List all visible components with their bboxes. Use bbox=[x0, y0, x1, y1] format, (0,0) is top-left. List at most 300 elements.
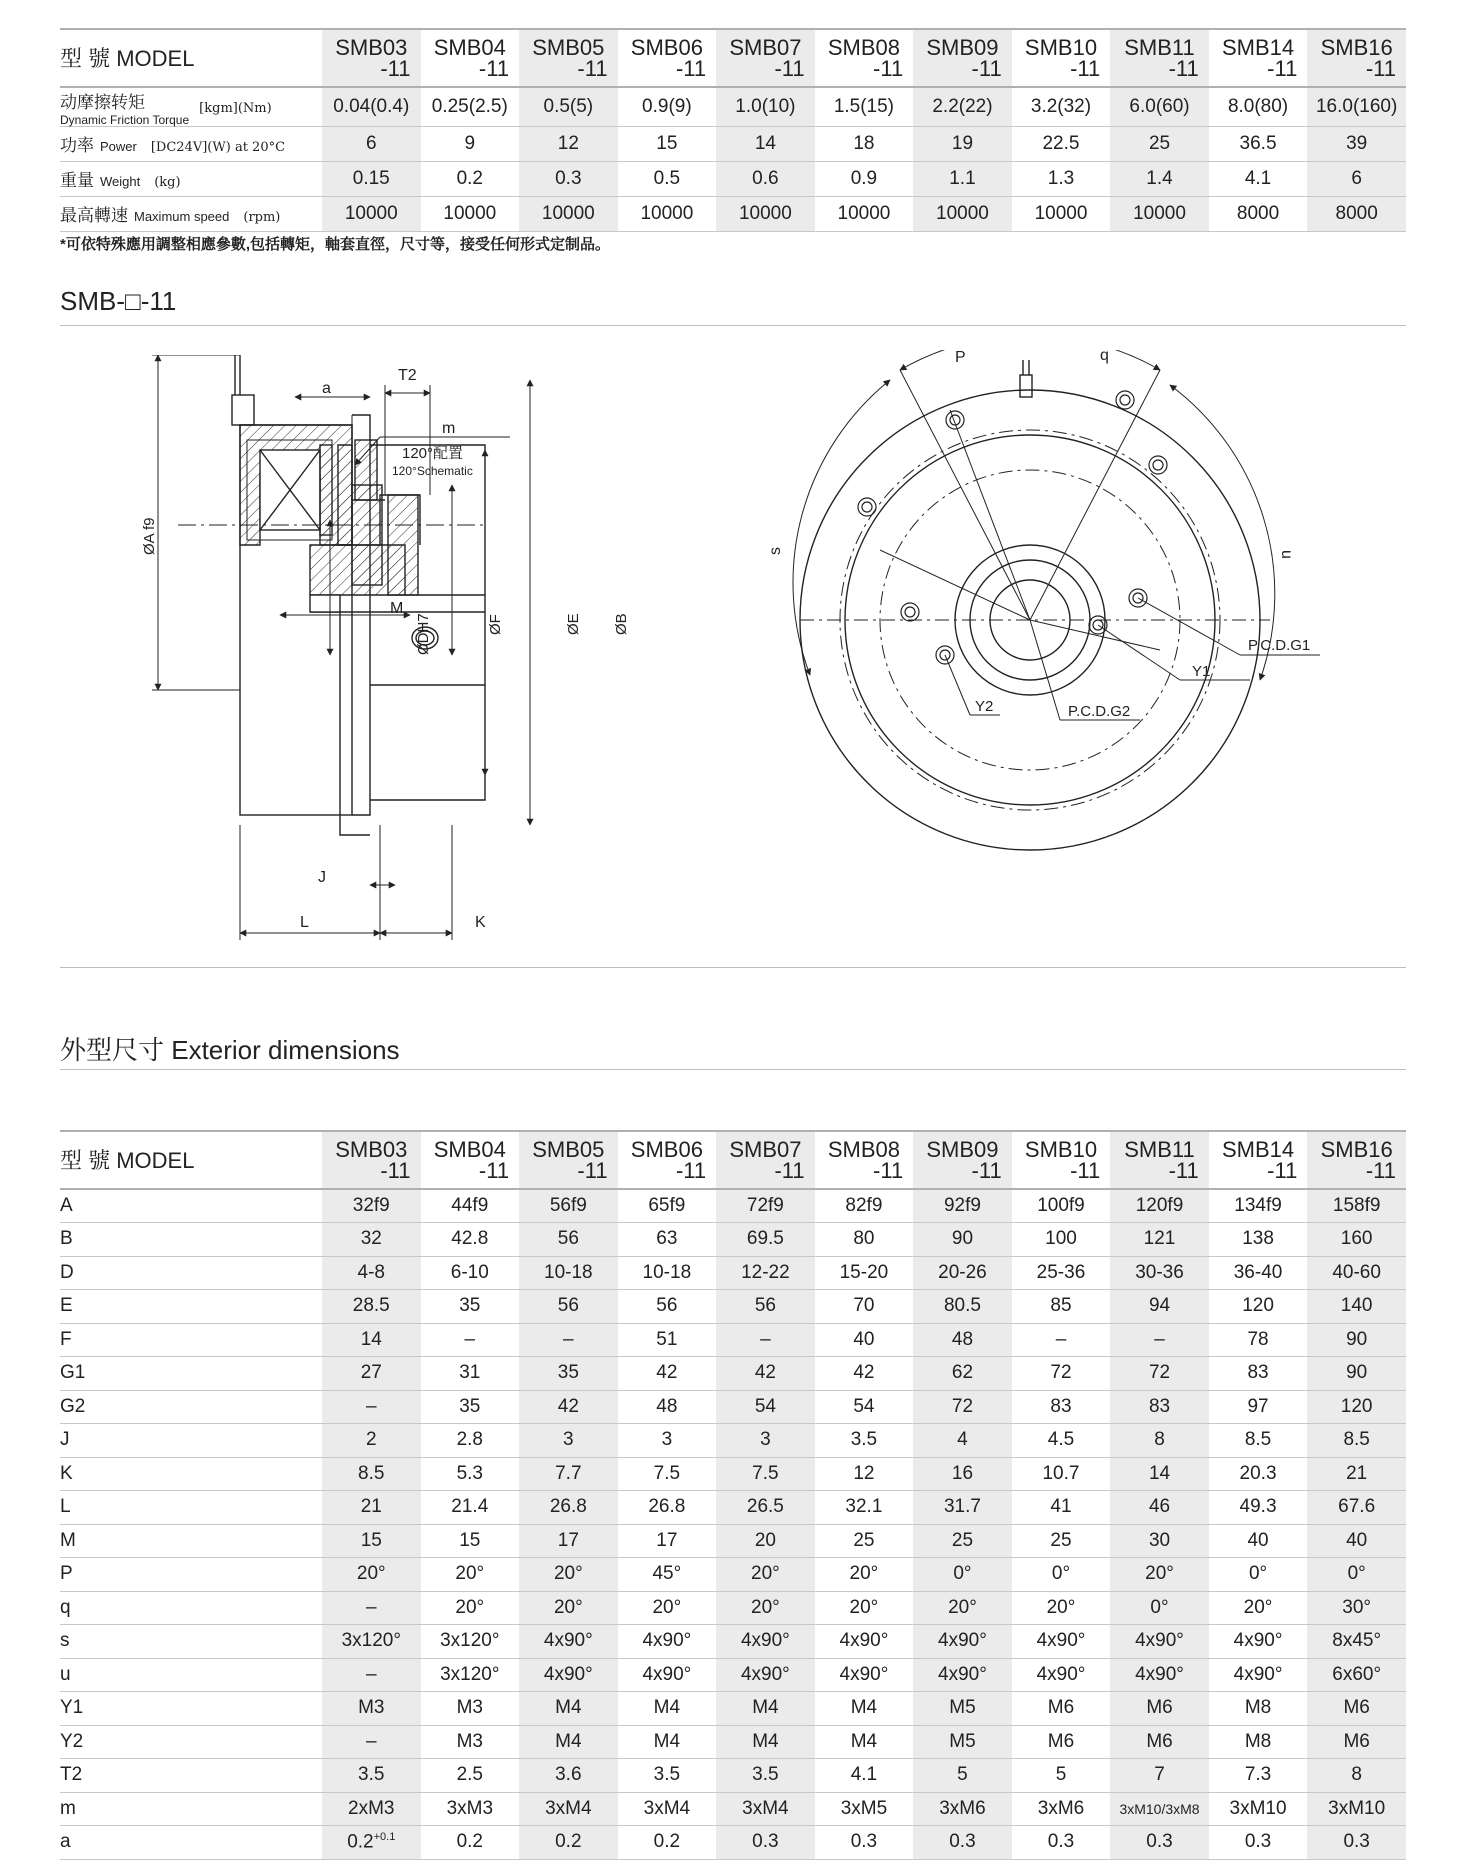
cell-value bbox=[618, 1692, 717, 1726]
value-text: 44f9 bbox=[451, 1195, 489, 1216]
value-text: – bbox=[365, 1596, 377, 1618]
cell-value bbox=[519, 1524, 618, 1558]
row-label bbox=[60, 127, 322, 162]
value-text: 20 bbox=[754, 1529, 776, 1551]
label-cn: 动摩擦转矩 bbox=[60, 93, 145, 112]
cell-value bbox=[322, 1692, 421, 1726]
value-text: 4x90° bbox=[543, 1663, 593, 1685]
value-text: 120f9 bbox=[1135, 1195, 1184, 1216]
value-text: 42 bbox=[656, 1362, 678, 1384]
cell-value: 10000 bbox=[815, 197, 914, 232]
cell-value: 10000 bbox=[913, 197, 1012, 232]
dimension-row bbox=[60, 1725, 1406, 1759]
value-text: 100 bbox=[1045, 1228, 1077, 1250]
value-text: 4x90° bbox=[642, 1663, 692, 1685]
model-name: SMB10 bbox=[1024, 1137, 1098, 1162]
cell-value bbox=[618, 1658, 717, 1692]
cell-value: 6 bbox=[1307, 162, 1406, 197]
label-K: K bbox=[475, 914, 486, 931]
cell-value: 0.6 bbox=[716, 162, 815, 197]
value-text: 3x120° bbox=[341, 1630, 401, 1652]
header-row bbox=[60, 29, 1406, 87]
value-text: 4x90° bbox=[1036, 1630, 1086, 1652]
cell-value bbox=[322, 1256, 421, 1290]
cell-value bbox=[1110, 1491, 1209, 1525]
cell-value bbox=[618, 1792, 717, 1826]
value-text: 69.5 bbox=[746, 1228, 784, 1250]
cell-value bbox=[421, 1826, 520, 1860]
label-en: Dynamic Friction Torque bbox=[60, 113, 190, 127]
value-text: 83 bbox=[1148, 1395, 1171, 1417]
value-text: 72 bbox=[1148, 1362, 1171, 1384]
cell-value bbox=[1307, 1189, 1406, 1223]
cell-value bbox=[618, 1223, 717, 1257]
label-en: Weight bbox=[100, 174, 141, 189]
model-name: SMB09 bbox=[926, 35, 999, 60]
value-text: 20° bbox=[553, 1563, 583, 1585]
value-text: 49.3 bbox=[1239, 1496, 1277, 1518]
cell-value bbox=[1012, 1692, 1111, 1726]
cell-value bbox=[618, 1591, 717, 1625]
cell-value bbox=[1307, 1725, 1406, 1759]
label-m: m bbox=[442, 420, 456, 437]
cell-value bbox=[421, 1658, 520, 1692]
model-name: SMB16 bbox=[1320, 1137, 1393, 1162]
value-text: M5 bbox=[949, 1730, 976, 1752]
value-text: 21 bbox=[360, 1496, 382, 1518]
cell-value bbox=[1307, 1524, 1406, 1558]
cell-value: 10000 bbox=[322, 197, 421, 232]
cell-value bbox=[1012, 1256, 1111, 1290]
value-text: M4 bbox=[752, 1730, 779, 1752]
value-text: 85 bbox=[1050, 1295, 1072, 1317]
model-suffix: -11 bbox=[774, 1158, 805, 1183]
label-cn: 最高轉速 bbox=[60, 206, 128, 225]
model-suffix: -11 bbox=[478, 56, 510, 81]
cell-value bbox=[815, 1826, 914, 1860]
value-text: 32 bbox=[360, 1228, 382, 1250]
value-text: 21.4 bbox=[451, 1496, 489, 1518]
value-text: 4x90° bbox=[938, 1630, 987, 1652]
value-text: 40 bbox=[1247, 1529, 1269, 1551]
cell-value: 1.5(15) bbox=[815, 87, 914, 127]
cell-value bbox=[913, 1256, 1012, 1290]
cell-value bbox=[1209, 1424, 1308, 1458]
cell-value bbox=[1307, 1591, 1406, 1625]
cell-value bbox=[322, 1826, 421, 1860]
value-text: 17 bbox=[557, 1529, 579, 1551]
cell-value bbox=[519, 1591, 618, 1625]
label-PCDG1: P.C.D.G1 bbox=[1248, 637, 1311, 654]
value-text: 12 bbox=[853, 1462, 875, 1484]
exterior-rule bbox=[60, 1069, 1406, 1070]
cell-value bbox=[716, 1390, 815, 1424]
spec-row bbox=[60, 87, 1406, 127]
cell-value bbox=[1307, 1256, 1406, 1290]
value-text: M6 bbox=[1343, 1697, 1370, 1719]
exterior-dimensions-table bbox=[60, 1130, 1406, 1860]
value-text: 134f9 bbox=[1234, 1195, 1282, 1216]
cell-value bbox=[1110, 1625, 1209, 1659]
cell-value bbox=[421, 1290, 520, 1324]
cell-value bbox=[913, 1625, 1012, 1659]
cell-value bbox=[519, 1189, 618, 1223]
model-suffix: -11 bbox=[1168, 1158, 1199, 1183]
value-text: 8.5 bbox=[1343, 1429, 1370, 1451]
spec-row bbox=[60, 162, 1406, 197]
cell-value bbox=[519, 1256, 618, 1290]
label-en: Power bbox=[100, 139, 137, 154]
cell-value: 1.0(10) bbox=[716, 87, 815, 127]
dimension-label: Y1 bbox=[60, 1692, 322, 1726]
value-text: 72 bbox=[951, 1395, 974, 1417]
front-view-drawing bbox=[760, 350, 1320, 880]
model-header bbox=[618, 29, 717, 87]
dimension-label: T2 bbox=[60, 1759, 322, 1793]
value-text: 20° bbox=[553, 1596, 583, 1618]
model-suffix: -11 bbox=[1267, 56, 1298, 81]
label-Y1: Y1 bbox=[1192, 663, 1211, 680]
model-header bbox=[716, 1131, 815, 1189]
cell-value: 6 bbox=[322, 127, 421, 162]
dimension-label: M bbox=[60, 1524, 322, 1558]
value-text: 32f9 bbox=[352, 1195, 390, 1216]
dimension-row bbox=[60, 1491, 1406, 1525]
value-text: M4 bbox=[752, 1697, 779, 1719]
value-text: – bbox=[1154, 1328, 1165, 1350]
cell-value bbox=[618, 1491, 717, 1525]
cell-value bbox=[1209, 1189, 1308, 1223]
label-E: ØE bbox=[565, 613, 582, 635]
cell-value bbox=[1012, 1424, 1111, 1458]
value-text: 14 bbox=[360, 1328, 382, 1350]
value-text: 30° bbox=[1342, 1596, 1372, 1618]
cell-value bbox=[1307, 1558, 1406, 1592]
cell-value bbox=[1012, 1792, 1111, 1826]
cell-value bbox=[519, 1625, 618, 1659]
cell-value bbox=[1209, 1524, 1308, 1558]
tolerance-sup: +0.1 bbox=[373, 1831, 396, 1844]
cell-value bbox=[1012, 1658, 1111, 1692]
cell-value bbox=[815, 1491, 914, 1525]
value-text: M6 bbox=[1146, 1697, 1173, 1719]
model-header bbox=[913, 1131, 1012, 1189]
model-header bbox=[815, 1131, 914, 1189]
value-text: 14 bbox=[1148, 1462, 1171, 1484]
value-text: 27 bbox=[360, 1362, 382, 1384]
cell-value bbox=[618, 1558, 717, 1592]
cell-value bbox=[322, 1558, 421, 1592]
cell-value bbox=[1110, 1290, 1209, 1324]
label-Y2: Y2 bbox=[975, 698, 994, 715]
value-text: 90 bbox=[1346, 1328, 1368, 1350]
label-u: u bbox=[1278, 550, 1295, 559]
cell-value bbox=[322, 1725, 421, 1759]
row-label bbox=[60, 197, 322, 232]
label-s: s bbox=[767, 547, 784, 555]
cell-value bbox=[815, 1524, 914, 1558]
cell-value: 10000 bbox=[421, 197, 520, 232]
cell-value bbox=[1307, 1792, 1406, 1826]
value-text: M4 bbox=[653, 1730, 681, 1752]
cell-value bbox=[1110, 1524, 1209, 1558]
cell-value bbox=[1012, 1591, 1111, 1625]
model-suffix: -11 bbox=[873, 1158, 904, 1183]
cell-value: 36.5 bbox=[1209, 127, 1308, 162]
model-header bbox=[1110, 1131, 1209, 1189]
cell-value bbox=[1307, 1290, 1406, 1324]
cell-value bbox=[519, 1725, 618, 1759]
value-text: 80 bbox=[853, 1228, 875, 1250]
value-text: 4x90° bbox=[1233, 1663, 1283, 1685]
cell-value bbox=[913, 1290, 1012, 1324]
cell-value bbox=[1012, 1390, 1111, 1424]
cell-value bbox=[1209, 1256, 1308, 1290]
model-header bbox=[1012, 1131, 1111, 1189]
value-text: 20° bbox=[455, 1563, 485, 1585]
value-text: 42 bbox=[754, 1362, 776, 1384]
value-text: 42 bbox=[853, 1362, 875, 1384]
dimension-label: E bbox=[60, 1290, 322, 1324]
value-text: 4x90° bbox=[1233, 1630, 1283, 1652]
value-text: 17 bbox=[656, 1529, 678, 1551]
cell-value bbox=[322, 1457, 421, 1491]
value-text: 70 bbox=[853, 1295, 875, 1317]
cell-value bbox=[1307, 1357, 1406, 1391]
cell-value bbox=[1307, 1491, 1406, 1525]
value-text: 7.7 bbox=[555, 1462, 582, 1484]
cell-value bbox=[815, 1290, 914, 1324]
cell-value bbox=[1209, 1290, 1308, 1324]
cell-value bbox=[913, 1591, 1012, 1625]
cell-value bbox=[913, 1558, 1012, 1592]
cell-value bbox=[815, 1357, 914, 1391]
cell-value bbox=[1012, 1357, 1111, 1391]
value-text: 20° bbox=[751, 1563, 780, 1585]
value-text: 0° bbox=[1347, 1563, 1366, 1585]
model-suffix: -11 bbox=[675, 56, 707, 81]
model-header bbox=[519, 1131, 618, 1189]
cell-value: 8000 bbox=[1307, 197, 1406, 232]
value-text: 40 bbox=[853, 1328, 875, 1350]
value-text: M6 bbox=[1343, 1730, 1370, 1752]
model-label: 型 號 MODEL bbox=[60, 1131, 322, 1189]
cell-value bbox=[1110, 1323, 1209, 1357]
value-text: 54 bbox=[754, 1395, 776, 1417]
value-text: 4x90° bbox=[839, 1663, 889, 1685]
cell-value: 1.3 bbox=[1012, 162, 1111, 197]
value-text: 3.5 bbox=[653, 1764, 681, 1786]
cell-value: 0.5(5) bbox=[519, 87, 618, 127]
dimension-row bbox=[60, 1658, 1406, 1692]
model-name: SMB08 bbox=[827, 1137, 900, 1162]
cell-value bbox=[519, 1424, 618, 1458]
value-text: 20° bbox=[356, 1563, 386, 1585]
value-text: 3xM4 bbox=[643, 1797, 691, 1819]
cell-value bbox=[913, 1323, 1012, 1357]
series-title: SMB-□-11 bbox=[60, 286, 177, 316]
cell-value bbox=[913, 1725, 1012, 1759]
cell-value bbox=[913, 1390, 1012, 1424]
side-section-drawing bbox=[140, 355, 680, 955]
cell-value bbox=[1209, 1390, 1308, 1424]
value-text: 3 bbox=[661, 1429, 673, 1451]
cell-value bbox=[815, 1658, 914, 1692]
value-text: M6 bbox=[1047, 1730, 1075, 1752]
dimension-row bbox=[60, 1625, 1406, 1659]
value-text: – bbox=[760, 1328, 771, 1350]
dimension-row bbox=[60, 1524, 1406, 1558]
cell-value bbox=[1307, 1223, 1406, 1257]
value-text: 72f9 bbox=[746, 1195, 784, 1216]
cell-value bbox=[322, 1323, 421, 1357]
cell-value bbox=[1307, 1457, 1406, 1491]
model-header bbox=[618, 1131, 717, 1189]
cell-value bbox=[815, 1725, 914, 1759]
value-text: 4.5 bbox=[1047, 1429, 1075, 1451]
cell-value bbox=[421, 1558, 520, 1592]
dimension-label: s bbox=[60, 1625, 322, 1659]
model-suffix: -11 bbox=[675, 1158, 707, 1183]
cell-value bbox=[1209, 1558, 1308, 1592]
dimension-row bbox=[60, 1223, 1406, 1257]
model-header bbox=[322, 29, 421, 87]
value-text: 20° bbox=[751, 1596, 780, 1618]
cell-value: 0.3 bbox=[519, 162, 618, 197]
dimension-row bbox=[60, 1692, 1406, 1726]
cell-value bbox=[322, 1625, 421, 1659]
cell-value bbox=[716, 1457, 815, 1491]
value-text: 45° bbox=[652, 1563, 682, 1585]
cell-value bbox=[1110, 1189, 1209, 1223]
cell-value bbox=[716, 1323, 815, 1357]
value-text: 12-22 bbox=[741, 1261, 790, 1283]
value-text: 3x120° bbox=[440, 1663, 500, 1685]
cell-value bbox=[1012, 1223, 1111, 1257]
cell-value bbox=[1110, 1357, 1209, 1391]
cell-value: 10000 bbox=[1012, 197, 1111, 232]
custom-note: *可依特殊應用調整相應參數,包括轉矩，軸套直徑，尺寸等，接受任何形式定制品。 bbox=[60, 236, 611, 253]
value-text: 4x90° bbox=[642, 1630, 692, 1652]
dimension-label: a bbox=[60, 1826, 322, 1860]
cell-value: 10000 bbox=[618, 197, 717, 232]
cell-value: 22.5 bbox=[1012, 127, 1111, 162]
value-text: M4 bbox=[850, 1730, 878, 1752]
value-text: 0.3 bbox=[850, 1831, 878, 1853]
spec-table bbox=[60, 28, 1406, 232]
cell-value bbox=[716, 1658, 815, 1692]
value-text: 26.8 bbox=[549, 1496, 587, 1518]
cell-value: 0.5 bbox=[618, 162, 717, 197]
model-name: SMB14 bbox=[1221, 1137, 1295, 1162]
cell-value bbox=[1209, 1491, 1308, 1525]
value-text: 42.8 bbox=[451, 1228, 489, 1250]
value-text: M4 bbox=[555, 1730, 582, 1752]
cell-value bbox=[716, 1223, 815, 1257]
model-header bbox=[1307, 29, 1406, 87]
cell-value bbox=[1209, 1457, 1308, 1491]
cell-value bbox=[519, 1323, 618, 1357]
value-text: 65f9 bbox=[648, 1195, 686, 1216]
cell-value bbox=[1209, 1792, 1308, 1826]
model-name: SMB07 bbox=[729, 35, 802, 60]
dimension-label: P bbox=[60, 1558, 322, 1592]
value-text: 8 bbox=[1154, 1429, 1165, 1451]
model-suffix: -11 bbox=[380, 56, 411, 81]
cell-value: 0.25(2.5) bbox=[421, 87, 520, 127]
cell-value bbox=[618, 1390, 717, 1424]
cell-value bbox=[322, 1491, 421, 1525]
row-label bbox=[60, 87, 322, 127]
value-text: 0.2 bbox=[456, 1831, 483, 1853]
cell-value bbox=[519, 1491, 618, 1525]
value-text: 2.8 bbox=[456, 1429, 483, 1451]
value-text: 72 bbox=[1050, 1362, 1072, 1384]
cell-value bbox=[716, 1424, 815, 1458]
value-text: 10-18 bbox=[544, 1261, 593, 1283]
cell-value bbox=[1110, 1826, 1209, 1860]
value-text: 31.7 bbox=[943, 1496, 981, 1518]
cell-value bbox=[716, 1692, 815, 1726]
value-text: 3xM6 bbox=[1037, 1797, 1085, 1819]
cell-value bbox=[716, 1826, 815, 1860]
cell-value bbox=[1307, 1390, 1406, 1424]
cell-value bbox=[1307, 1692, 1406, 1726]
value-text: 0.3 bbox=[752, 1831, 779, 1853]
value-text: 6x60° bbox=[1332, 1663, 1382, 1685]
cell-value: 9 bbox=[421, 127, 520, 162]
value-text: 8 bbox=[1351, 1764, 1362, 1786]
label-T2: T2 bbox=[398, 367, 417, 384]
value-text: 3xM4 bbox=[545, 1797, 592, 1819]
cell-value bbox=[618, 1625, 717, 1659]
value-text: 97 bbox=[1247, 1395, 1269, 1417]
cell-value bbox=[1209, 1725, 1308, 1759]
value-text: 4x90° bbox=[1135, 1630, 1184, 1652]
dimension-label: q bbox=[60, 1591, 322, 1625]
cell-value bbox=[1110, 1759, 1209, 1793]
cell-value: 4.1 bbox=[1209, 162, 1308, 197]
model-name: SMB04 bbox=[433, 35, 506, 60]
value-text: 20° bbox=[1243, 1596, 1273, 1618]
cell-value bbox=[1209, 1323, 1308, 1357]
value-text: – bbox=[365, 1730, 377, 1752]
model-label: 型 號 MODEL bbox=[60, 29, 322, 87]
cell-value bbox=[618, 1323, 717, 1357]
model-header bbox=[1110, 29, 1209, 87]
cell-value bbox=[421, 1223, 520, 1257]
cell-value bbox=[716, 1759, 815, 1793]
value-text: 56 bbox=[656, 1295, 678, 1317]
label-B: ØB bbox=[613, 613, 630, 635]
cell-value bbox=[322, 1290, 421, 1324]
model-header bbox=[815, 29, 914, 87]
label-a: a bbox=[322, 380, 331, 397]
dimension-row bbox=[60, 1256, 1406, 1290]
value-text: 7.3 bbox=[1244, 1764, 1272, 1786]
cell-value bbox=[322, 1223, 421, 1257]
cell-value: 16.0(160) bbox=[1307, 87, 1406, 127]
cell-value bbox=[322, 1591, 421, 1625]
label-cn: 功率 bbox=[60, 136, 94, 155]
cell-value bbox=[1012, 1558, 1111, 1592]
model-name: SMB05 bbox=[532, 1137, 605, 1162]
dimension-row bbox=[60, 1357, 1406, 1391]
cell-value bbox=[421, 1390, 520, 1424]
cell-value bbox=[815, 1256, 914, 1290]
model-name: SMB11 bbox=[1124, 1137, 1195, 1162]
value-text: 46 bbox=[1148, 1496, 1171, 1518]
